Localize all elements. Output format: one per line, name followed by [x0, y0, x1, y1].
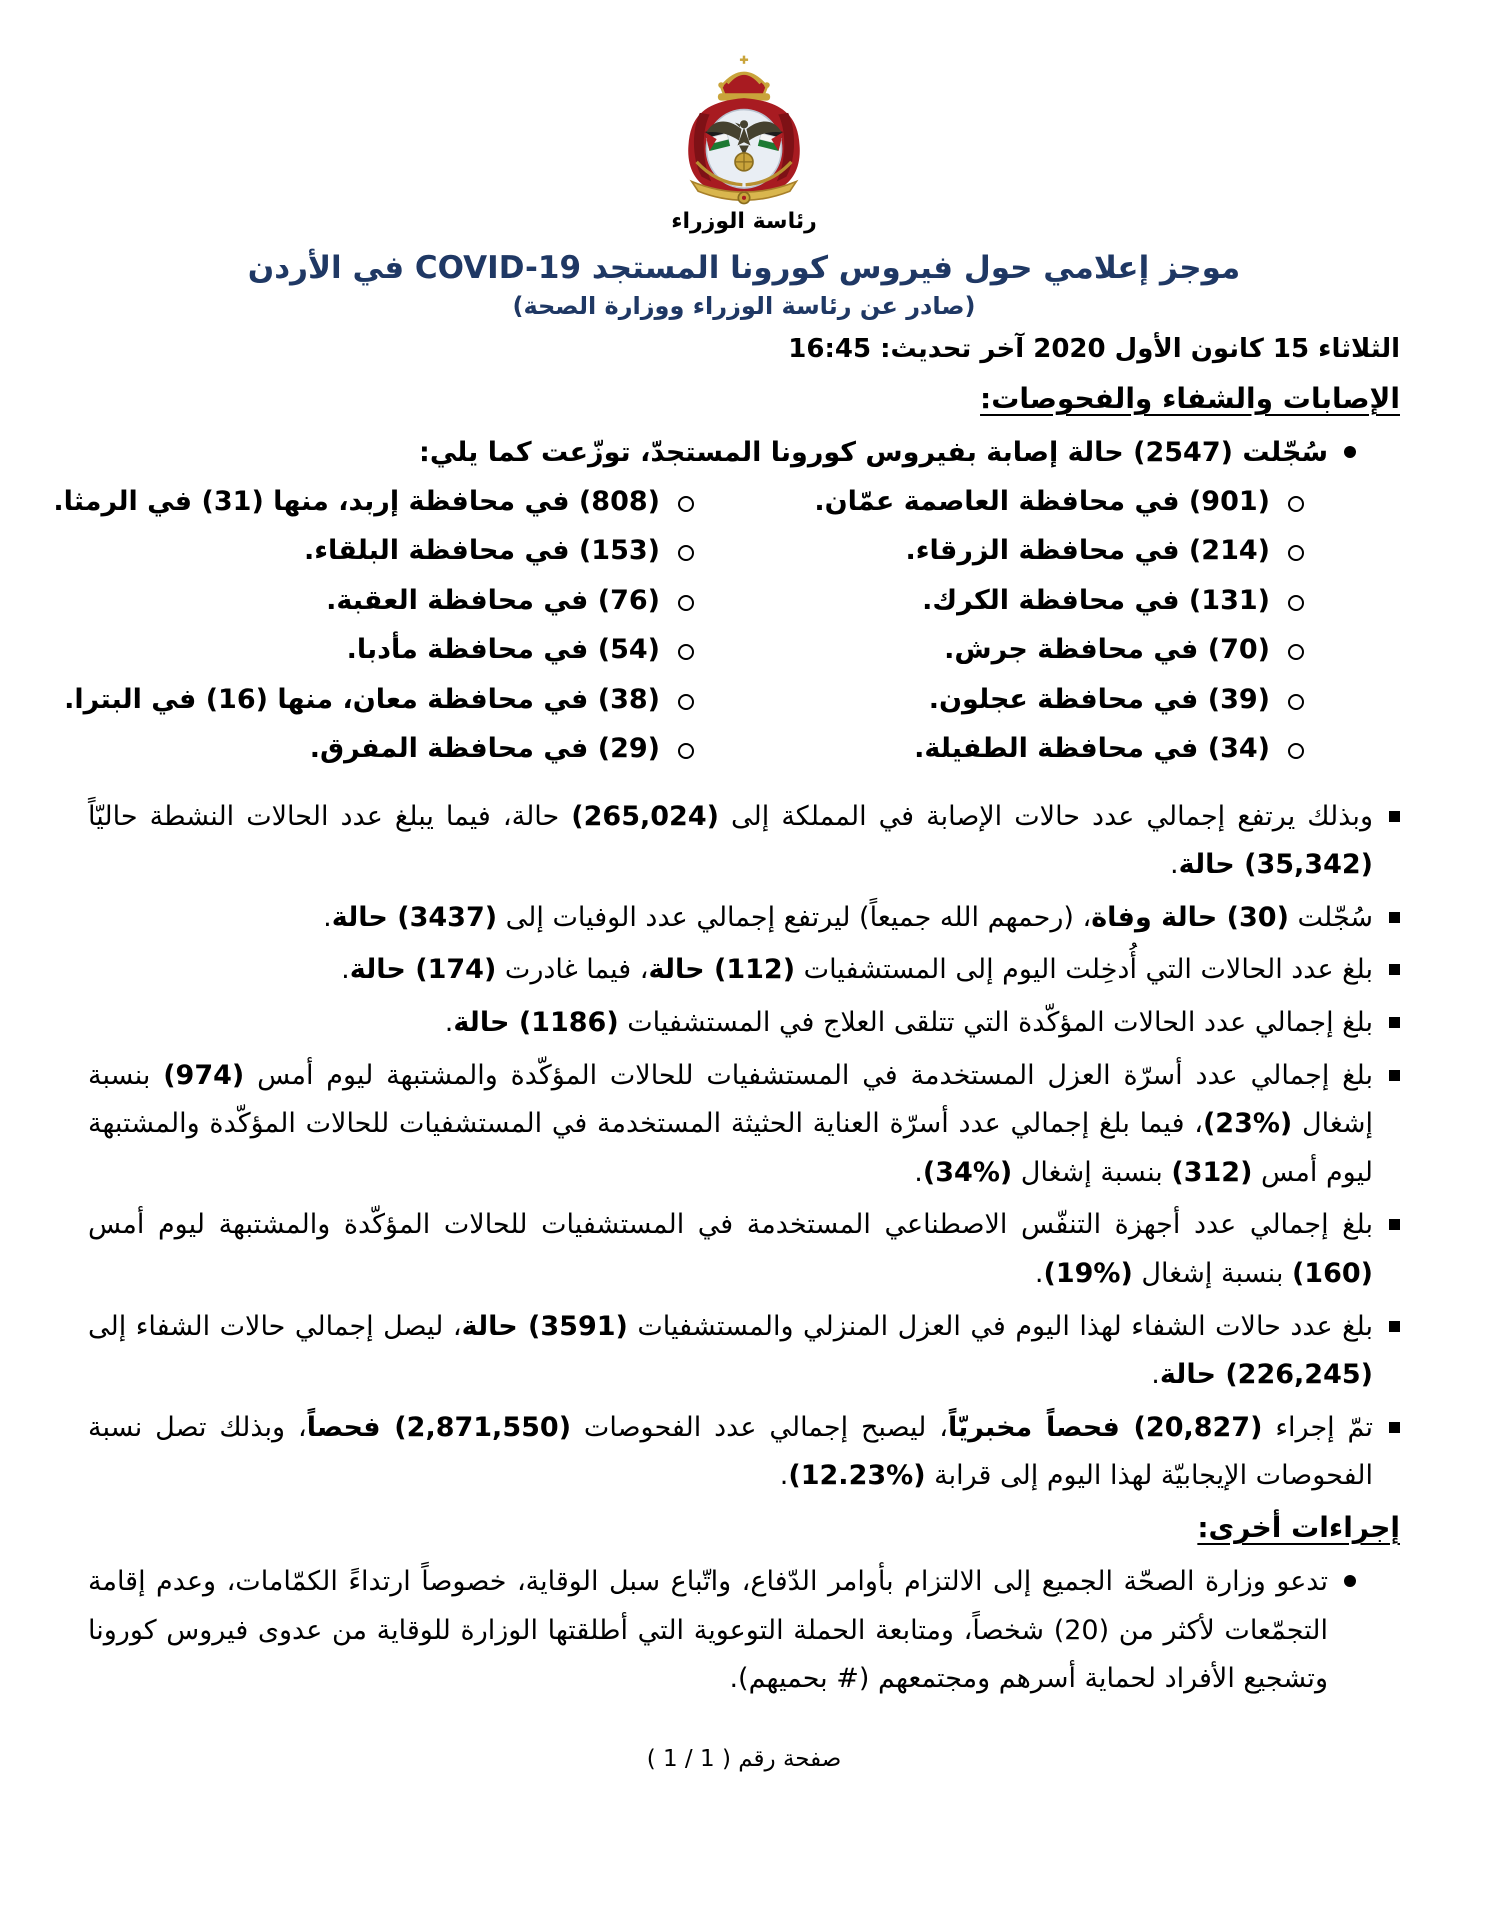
page-subtitle: (صادر عن رئاسة الوزراء ووزارة الصحة)	[512, 292, 976, 320]
bullet-circle-icon	[1288, 496, 1304, 512]
governorate-list-item	[53, 531, 694, 572]
governorate-text: (29) في محافظة المفرق.	[309, 733, 660, 765]
bullet-square-icon	[1389, 1321, 1400, 1332]
bullet-item	[88, 1404, 1400, 1501]
bullet-item	[88, 1303, 1400, 1400]
bullet-item	[88, 1558, 1400, 1704]
governorate-list-item	[704, 729, 1304, 770]
crown-icon	[718, 56, 770, 101]
bullet-square-icon	[1389, 1070, 1400, 1081]
bullet-dot-icon	[1344, 1575, 1356, 1587]
bullet-circle-icon	[678, 644, 694, 660]
bullet-text: وبذلك يرتفع إجمالي عدد حالات الإصابة في المملكة إلى (265,024) حالة، فيما يبلغ عدد الحالات النشطة حاليّاً (35,342) حالة.	[88, 800, 1373, 881]
bullet-text: بلغ إجمالي عدد أجهزة التنفّس الاصطناعي المستخدمة في المستشفيات للحالات المؤكّدة والمشتبهة ليوم أمس (160) بنسبة إشغال (%19).	[88, 1209, 1373, 1289]
governorate-text: (901) في محافظة العاصمة عمّان.	[814, 485, 1270, 517]
bullet-item	[88, 1201, 1400, 1298]
bullet-circle-icon	[678, 545, 694, 561]
bullet-circle-icon	[1288, 545, 1304, 561]
governorate-text: (34) في محافظة الطفيلة.	[914, 733, 1270, 765]
bullet-text: تدعو وزارة الصحّة الجميع إلى الالتزام بأوامر الدّفاع، واتّباع سبل الوقاية، خصوصاً ارتداءً الكمّامات، وعدم إقامة التجمّعات لأكثر من (20) شخصاً، ومتابعة الحملة التوعوية التي أطلقتها الوزارة للوقاية من عدوى فيروس كورونا وتشجيع الأفراد لحماية أسرهم ومجتمعهم (# بحميهم).	[88, 1565, 1328, 1695]
document-header	[88, 54, 1400, 320]
bullet-circle-icon	[1288, 743, 1304, 759]
governorate-list-item	[53, 581, 694, 622]
crest-caption: رئاسة الوزراء	[671, 208, 817, 234]
bullet-square-icon	[1389, 912, 1400, 923]
governorate-text: (153) في محافظة البلقاء.	[304, 535, 660, 567]
bullet-square-icon	[1389, 1422, 1400, 1433]
bullet-item	[88, 793, 1400, 890]
bullet-square-icon	[1389, 1219, 1400, 1230]
bullet-text: تمّ إجراء (20,827) فحصاً مخبريّاً، ليصبح إجمالي عدد الفحوصات (2,871,550) فحصاً، وبذلك تصل نسبة الفحوصات الإيجابيّة لهذا اليوم إلى قرابة (%12.23).	[88, 1411, 1374, 1492]
bullet-text: بلغ عدد الحالات التي أُدخِلت اليوم إلى المستشفيات (112) حالة، فيما غادرت (174) حالة.	[341, 954, 1373, 986]
intro-bullet-text: سُجّلت (2547) حالة إصابة بفيروس كورونا المستجدّ، توزّعت كما يلي:	[419, 437, 1328, 468]
bullet-square-icon	[1389, 1017, 1400, 1028]
governorate-list-item	[704, 680, 1304, 721]
bullet-text: سُجّلت (30) حالة وفاة، (رحمهم الله جميعاً) ليرتفع إجمالي عدد الوفيات إلى (3437) حالة.	[323, 901, 1373, 933]
bullet-item	[88, 999, 1400, 1048]
section-heading-cases: الإصابات والشفاء والفحوصات:	[980, 382, 1400, 415]
page-footer: صفحة رقم ( 1 / 1 )	[646, 1745, 842, 1772]
other-bullet-list	[88, 1558, 1400, 1704]
governorate-list-item	[53, 630, 694, 671]
governorate-text: (39) في محافظة عجلون.	[928, 683, 1270, 715]
governorate-grid	[53, 482, 1400, 779]
bullet-circle-icon	[678, 694, 694, 710]
bullet-square-icon	[1389, 964, 1400, 975]
bullet-square-icon	[1389, 811, 1400, 822]
governorate-list-item	[53, 729, 694, 770]
bullet-item	[88, 946, 1400, 995]
section-heading-other: إجراءات أخرى:	[1197, 1510, 1400, 1544]
bullet-circle-icon	[678, 595, 694, 611]
bullet-dot-icon	[1344, 446, 1356, 458]
governorate-text: (214) في محافظة الزرقاء.	[905, 535, 1270, 567]
bullet-text: بلغ عدد حالات الشفاء لهذا اليوم في العزل المنزلي والمستشفيات (3591) حالة، ليصل إجمالي حالات الشفاء إلى (226,245) حالة.	[88, 1310, 1373, 1391]
bullet-item	[88, 1052, 1400, 1198]
governorate-text: (38) في محافظة معان، منها (16) في البترا.	[64, 683, 660, 715]
governorate-list-item	[53, 482, 694, 523]
stat-bullet-list	[88, 793, 1400, 1501]
governorate-text: (76) في محافظة العقبة.	[326, 584, 660, 616]
bullet-text: بلغ إجمالي عدد أسرّة العزل المستخدمة في المستشفيات للحالات المؤكّدة والمشتبهة ليوم أمس (974) بنسبة إشغال (%23)، فيما بلغ إجمالي عدد أسرّة العناية الحثيثة المستخدمة في المستشفيات للحالات المؤكّدة والمشتبهة ليوم أمس (312) بنسبة إشغال (%34).	[88, 1059, 1374, 1188]
governorate-list-item	[53, 680, 694, 721]
governorate-list-item	[704, 630, 1304, 671]
governorate-list-item	[704, 581, 1304, 622]
governorate-text: (808) في محافظة إربد، منها (31) في الرمثا.	[53, 485, 660, 517]
governorate-list-item	[704, 531, 1304, 572]
page-title: موجز إعلامي حول فيروس كورونا المستجد COVID-19 في الأردن	[247, 250, 1241, 286]
bullet-item	[88, 894, 1400, 943]
date-line: الثلاثاء 15 كانون الأول 2020 آخر تحديث: 16:45	[788, 334, 1400, 364]
governorate-text: (131) في محافظة الكرك.	[922, 584, 1270, 616]
bullet-circle-icon	[678, 743, 694, 759]
intro-bullet	[88, 429, 1400, 478]
bullet-circle-icon	[1288, 595, 1304, 611]
jordan-coat-of-arms-icon	[662, 54, 826, 206]
bullet-circle-icon	[678, 496, 694, 512]
bullet-circle-icon	[1288, 694, 1304, 710]
bullet-text: بلغ إجمالي عدد الحالات المؤكّدة التي تتلقى العلاج في المستشفيات (1186) حالة.	[444, 1006, 1373, 1038]
bullet-circle-icon	[1288, 644, 1304, 660]
governorate-list-item	[704, 482, 1304, 523]
governorate-text: (70) في محافظة جرش.	[944, 634, 1270, 666]
governorate-text: (54) في محافظة مأدبا.	[346, 634, 660, 666]
